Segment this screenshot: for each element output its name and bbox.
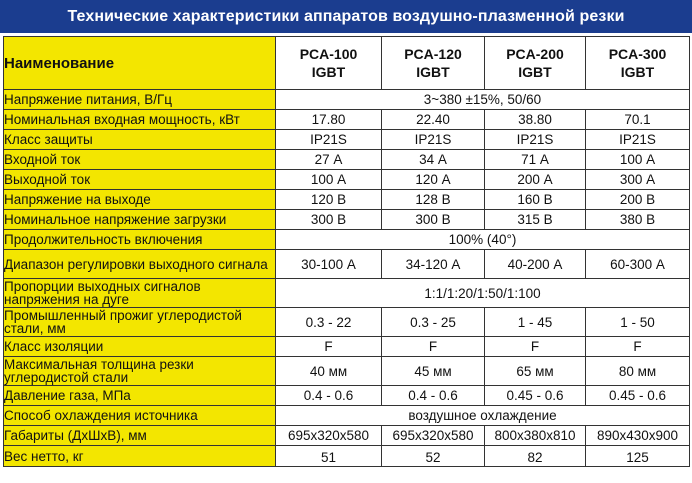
row-label: Диапазон регулировки выходного сигнала <box>4 250 276 279</box>
value-cell: 300 В <box>276 210 382 230</box>
table-row <box>4 210 690 230</box>
table-row <box>4 279 690 308</box>
value-cell: 120 А <box>382 170 485 190</box>
value-cell: 40 мм <box>276 357 382 386</box>
table-row <box>4 337 690 357</box>
model-type: IGBT <box>518 64 552 80</box>
value-cell: 65 мм <box>485 357 586 386</box>
table-row <box>4 110 690 130</box>
value-cell: 80 мм <box>586 357 690 386</box>
row-label: Входной ток <box>4 150 276 170</box>
model-header-pca-300 <box>586 37 690 90</box>
value-cell: 695х320х580 <box>276 426 382 446</box>
table-row <box>4 130 690 150</box>
value-cell: 0.3 - 25 <box>382 308 485 337</box>
value-cell: 0.45 - 0.6 <box>586 386 690 406</box>
table-row <box>4 406 690 426</box>
value-cell: 300 А <box>586 170 690 190</box>
value-cell: 82 <box>485 446 586 467</box>
table-row <box>4 308 690 337</box>
model-header-pca-100 <box>276 37 382 90</box>
table-row <box>4 230 690 250</box>
value-cell: 1 - 45 <box>485 308 586 337</box>
value-cell: 120 В <box>276 190 382 210</box>
value-cell: 22.40 <box>382 110 485 130</box>
value-cell: 890х430х900 <box>586 426 690 446</box>
value-cell: 0.4 - 0.6 <box>276 386 382 406</box>
value-cell: 315 В <box>485 210 586 230</box>
model-name: PCA-120 <box>404 46 462 62</box>
value-cell: 45 мм <box>382 357 485 386</box>
header-row <box>4 37 690 90</box>
table-row <box>4 386 690 406</box>
table-row <box>4 90 690 110</box>
row-label: Напряжение на выходе <box>4 190 276 210</box>
model-type: IGBT <box>416 64 450 80</box>
value-cell: 40-200 А <box>485 250 586 279</box>
value-cell: 200 В <box>586 190 690 210</box>
value-cell: 695х320х580 <box>382 426 485 446</box>
table-row <box>4 426 690 446</box>
merged-value-cell: воздушное охлаждение <box>276 406 690 426</box>
value-cell: 70.1 <box>586 110 690 130</box>
row-label: Класс изоляции <box>4 337 276 357</box>
value-cell: 300 В <box>382 210 485 230</box>
table-row <box>4 150 690 170</box>
value-cell: 71 А <box>485 150 586 170</box>
row-label: Номинальное напряжение загрузки <box>4 210 276 230</box>
value-cell: 0.4 - 0.6 <box>382 386 485 406</box>
value-cell: IP21S <box>276 130 382 150</box>
value-cell: 125 <box>586 446 690 467</box>
value-cell: 160 В <box>485 190 586 210</box>
name-column-header: Наименование <box>4 37 276 90</box>
table-row <box>4 190 690 210</box>
table-title-banner <box>0 0 692 33</box>
merged-value-cell: 1:1/1:20/1:50/1:100 <box>276 279 690 308</box>
row-label: Вес нетто, кг <box>4 446 276 467</box>
value-cell: 52 <box>382 446 485 467</box>
row-label: Номинальная входная мощность, кВт <box>4 110 276 130</box>
row-label: Выходной ток <box>4 170 276 190</box>
table-row <box>4 446 690 467</box>
table-row <box>4 250 690 279</box>
row-label: Давление газа, МПа <box>4 386 276 406</box>
model-name: PCA-100 <box>299 46 358 62</box>
value-cell: F <box>382 337 485 357</box>
specifications-table <box>3 36 690 467</box>
value-cell: F <box>276 337 382 357</box>
value-cell: 30-100 А <box>276 250 382 279</box>
value-cell: 100 А <box>586 150 690 170</box>
row-label: Габариты (ДхШхВ), мм <box>4 426 276 446</box>
value-cell: F <box>586 337 690 357</box>
merged-value-cell: 3~380 ±15%, 50/60 <box>276 90 690 110</box>
value-cell: 60-300 А <box>586 250 690 279</box>
value-cell: 0.3 - 22 <box>276 308 382 337</box>
model-header-pca-200 <box>485 37 586 90</box>
value-cell: 34-120 А <box>382 250 485 279</box>
value-cell: 128 В <box>382 190 485 210</box>
value-cell: 200 А <box>485 170 586 190</box>
row-label: Способ охлаждения источника <box>4 406 276 426</box>
value-cell: 800х380х810 <box>485 426 586 446</box>
value-cell: IP21S <box>586 130 690 150</box>
table-row <box>4 357 690 386</box>
value-cell: 17.80 <box>276 110 382 130</box>
table-row <box>4 170 690 190</box>
value-cell: F <box>485 337 586 357</box>
value-cell: 34 А <box>382 150 485 170</box>
value-cell: 27 А <box>276 150 382 170</box>
value-cell: 100 А <box>276 170 382 190</box>
row-label: Класс защиты <box>4 130 276 150</box>
row-label: Промышленный прожиг углеродистой стали, мм <box>4 308 276 337</box>
value-cell: IP21S <box>485 130 586 150</box>
model-type: IGBT <box>311 64 346 80</box>
table-title: Технические характеристики аппаратов воздушно-плазменной резки <box>67 7 625 25</box>
model-name: PCA-200 <box>506 46 564 62</box>
model-header-pca-120 <box>382 37 485 90</box>
model-name: PCA-300 <box>608 46 667 62</box>
value-cell: 1 - 50 <box>586 308 690 337</box>
value-cell: 38.80 <box>485 110 586 130</box>
value-cell: IP21S <box>382 130 485 150</box>
value-cell: 51 <box>276 446 382 467</box>
value-cell: 380 В <box>586 210 690 230</box>
row-label: Продолжительность включения <box>4 230 276 250</box>
merged-value-cell: 100% (40°) <box>276 230 690 250</box>
value-cell: 0.45 - 0.6 <box>485 386 586 406</box>
model-type: IGBT <box>620 64 655 80</box>
row-label: Напряжение питания, В/Гц <box>4 90 276 110</box>
row-label: Максимальная толщина резки углеродистой стали <box>4 357 276 386</box>
row-label: Пропорции выходных сигналов напряжения на дуге <box>4 279 276 308</box>
